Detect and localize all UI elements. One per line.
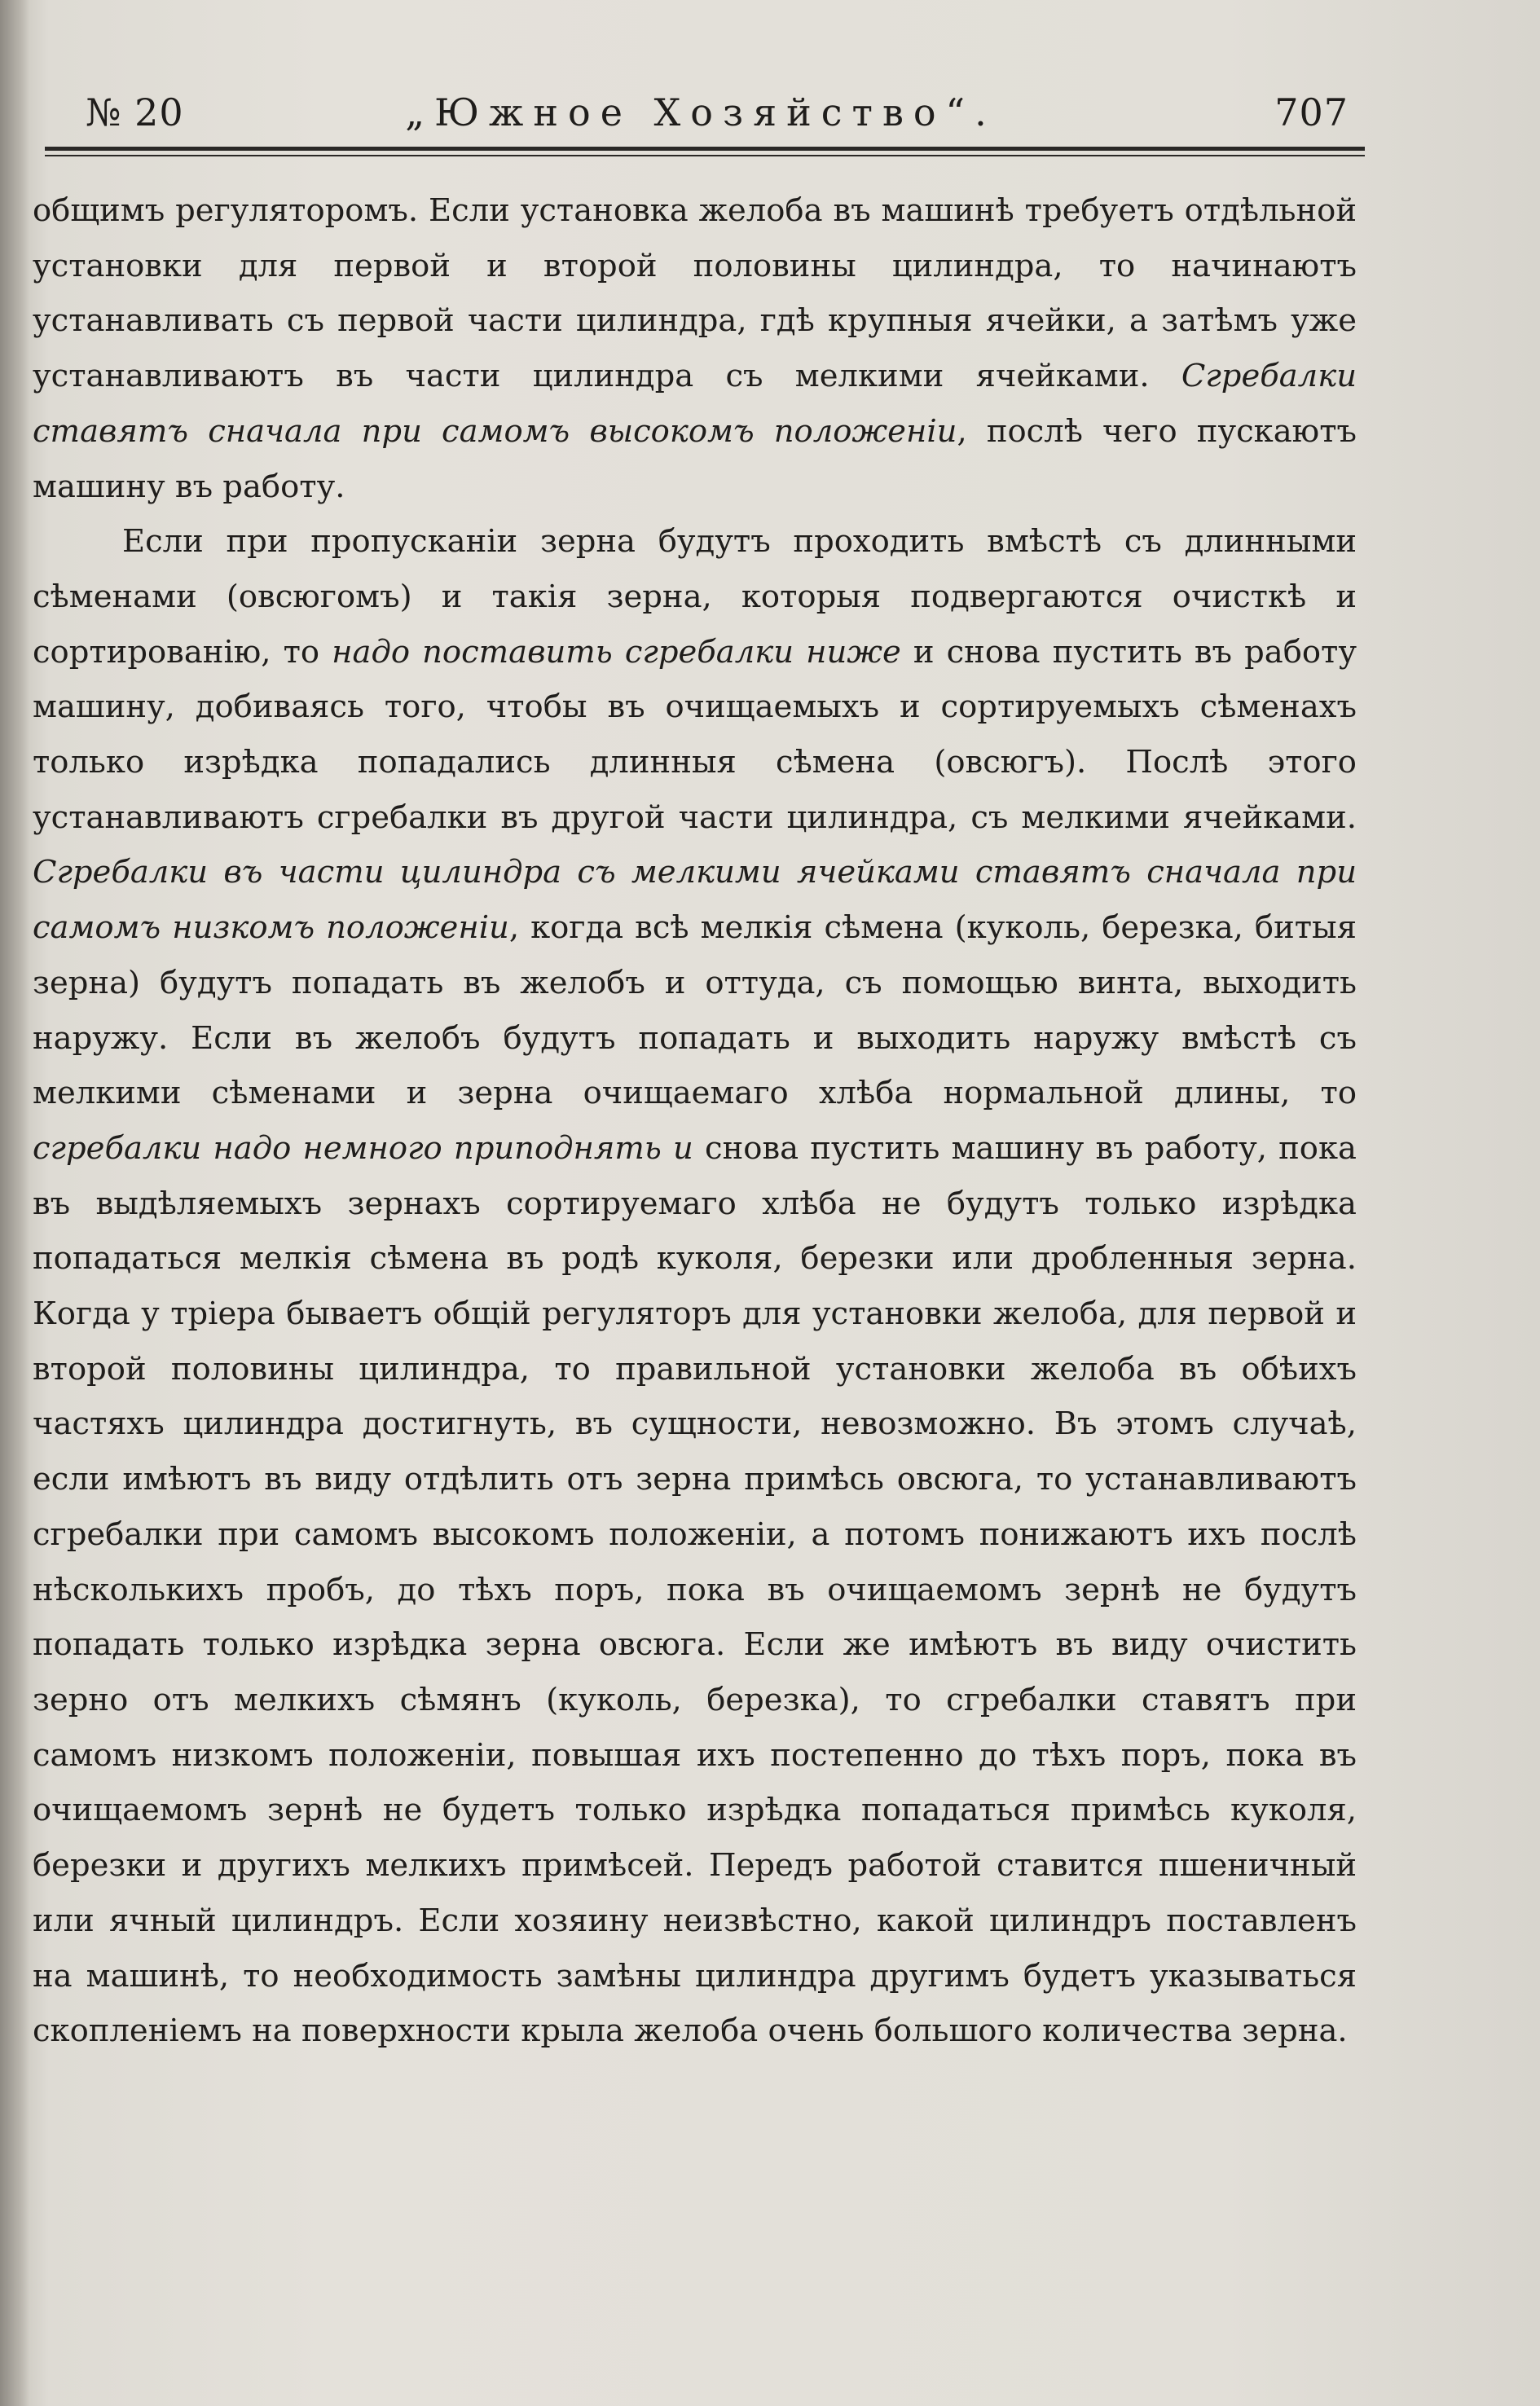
text-run: Если при пропусканіи зерна будутъ проходить вмѣстѣ съ длинными сѣменами (овсюгомъ) и такія зерна, которыя подвергаются очисткѣ и сортированію, то	[33, 523, 1357, 671]
text-run: снова пустить машину въ работу, пока въ выдѣляемыхъ зернахъ сортируемаго хлѣба не будутъ только изрѣдка попадаться мелкія сѣмена въ родѣ куколя, березки или дробленныя зерна. Когда у тріера бываетъ общій регуляторъ для установки желоба, для первой и второй половины цилиндра, то правильной установки желоба въ обѣихъ частяхъ цилиндра достигнуть, въ сущности, невозможно. Въ этомъ случаѣ, если имѣютъ въ виду отдѣлить отъ зерна примѣсь овсюга, то устанавливаютъ сгребалки при самомъ высокомъ положеніи, а потомъ понижаютъ ихъ послѣ нѣсколькихъ пробъ, до тѣхъ поръ, пока въ очищаемомъ зернѣ не будутъ попадать только изрѣдка зерна овсюга. Если же имѣютъ въ виду очистить зерно отъ мелкихъ сѣмянъ (куколь, березка), то сгребалки ставятъ при самомъ низкомъ положеніи, повышая ихъ постепенно до тѣхъ поръ, пока въ очищаемомъ зернѣ не будетъ только изрѣдка попадаться примѣсь куколя, березки и другихъ мелкихъ примѣсей. Передъ работой ставится пшеничный или ячный цилиндръ. Если хозяину неизвѣстно, какой цилиндръ поставленъ на машинѣ, то необходимость замѣны цилиндра другимъ будетъ указываться скопленіемъ на поверхности крыла желоба очень большого количества зерна.	[33, 1129, 1357, 2050]
text-run: общимъ регуляторомъ. Если установка желоба въ машинѣ требуетъ отдѣльной установки для первой и второй половины цилиндра, то начинаютъ устанавливать съ первой части цилиндра, гдѣ крупныя ячейки, а затѣмъ уже устанавливаютъ въ части цилиндра съ мелкими ячейками.	[33, 192, 1357, 395]
header-rule-thick	[45, 147, 1365, 151]
italic-emphasis: Сгребалки въ части цилиндра съ мелкими ячейками ставятъ сначала при самомъ низкомъ положеніи	[33, 854, 1357, 947]
body-paragraph	[33, 183, 1357, 514]
italic-emphasis: сгребалки надо немного приподнять и	[33, 1129, 693, 1167]
page-number: 707	[1274, 90, 1349, 134]
issue-number: № 20	[86, 90, 184, 134]
italic-emphasis: надо поставить сгребалки ниже	[332, 633, 901, 671]
text-run: , когда всѣ мелкія сѣмена (куколь, березка, битыя зерна) будутъ попадать въ желобъ и оттуда, съ помощью винта, выходить наружу. Если въ желобъ будутъ попадать и выходить наружу вмѣстѣ съ мелкими сѣменами и зерна очищаемаго хлѣба нормальной длины, то	[33, 909, 1357, 1112]
article-body	[33, 183, 1357, 2059]
journal-title: „Южное Хозяйство“.	[405, 90, 997, 134]
text-run: , послѣ чего пускаютъ машину въ работу.	[33, 412, 1357, 505]
italic-emphasis: Сгребалки ставятъ сначала при самомъ высокомъ положеніи	[33, 358, 1357, 450]
body-paragraph	[33, 514, 1357, 2059]
binding-spine-shadow	[0, 0, 29, 2406]
text-run: и снова пустить въ работу машину, добиваясь того, чтобы въ очищаемыхъ и сортируемыхъ сѣменахъ только изрѣдка попадались длинныя сѣмена (овсюгъ). Послѣ этого устанавливаютъ сгребалки въ другой части цилиндра, съ мелкими ячейками.	[33, 633, 1357, 836]
running-header	[45, 86, 1357, 143]
header-rule-thin	[45, 155, 1365, 156]
